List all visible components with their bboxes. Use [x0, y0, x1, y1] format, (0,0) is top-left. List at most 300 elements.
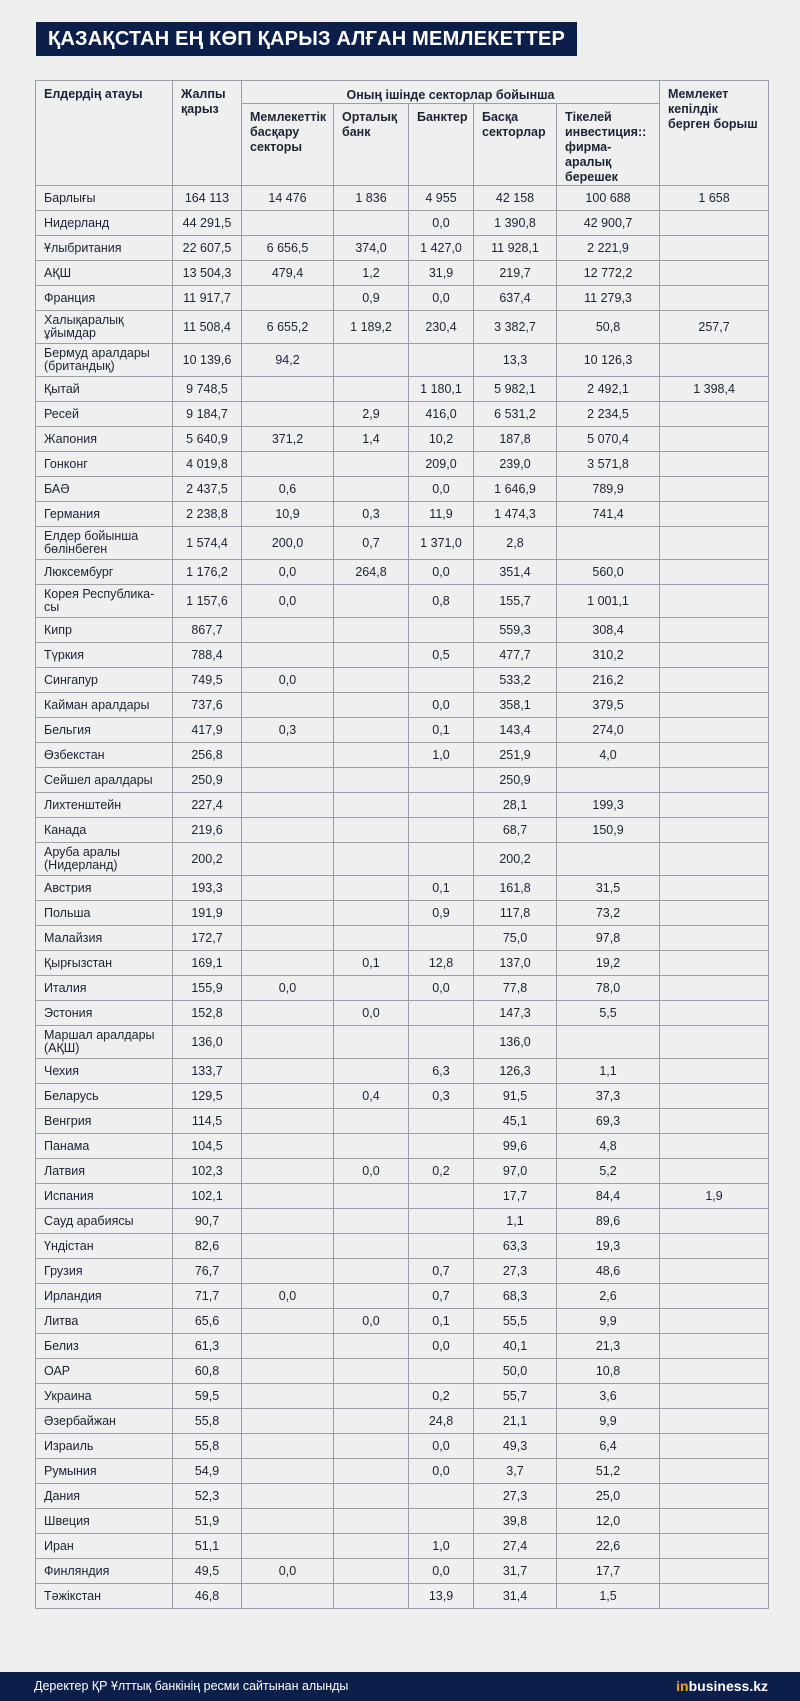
cell-central-bank [334, 211, 409, 236]
cell-other: 55,5 [474, 1309, 557, 1334]
cell-fdi: 19,2 [557, 951, 660, 976]
cell-country: ОАР [36, 1359, 173, 1384]
table-row [36, 693, 769, 718]
cell-other: 358,1 [474, 693, 557, 718]
cell-country: Израиль [36, 1434, 173, 1459]
cell-banks: 12,8 [409, 951, 474, 976]
cell-country: Сейшел аралдары [36, 768, 173, 793]
cell-other: 55,7 [474, 1384, 557, 1409]
cell-total: 136,0 [173, 1026, 242, 1059]
cell-central-bank [334, 1409, 409, 1434]
table-row [36, 1026, 769, 1059]
cell-gov [242, 768, 334, 793]
cell-country: Румыния [36, 1459, 173, 1484]
table-row [36, 261, 769, 286]
cell-banks: 6,3 [409, 1059, 474, 1084]
cell-central-bank: 1,4 [334, 427, 409, 452]
cell-fdi: 78,0 [557, 976, 660, 1001]
cell-fdi: 4,8 [557, 1134, 660, 1159]
cell-central-bank [334, 718, 409, 743]
cell-gov [242, 1359, 334, 1384]
cell-fdi: 5 070,4 [557, 427, 660, 452]
cell-central-bank [334, 976, 409, 1001]
cell-guaranteed [660, 236, 769, 261]
cell-guaranteed [660, 527, 769, 560]
cell-guaranteed [660, 452, 769, 477]
cell-total: 867,7 [173, 618, 242, 643]
cell-gov [242, 901, 334, 926]
header-other: Басқа секторлар [474, 104, 557, 186]
cell-central-bank [334, 477, 409, 502]
cell-banks: 0,0 [409, 976, 474, 1001]
cell-guaranteed [660, 1059, 769, 1084]
cell-fdi: 42 900,7 [557, 211, 660, 236]
cell-total: 104,5 [173, 1134, 242, 1159]
cell-guaranteed [660, 901, 769, 926]
cell-gov: 14 476 [242, 186, 334, 211]
cell-gov: 94,2 [242, 344, 334, 377]
cell-total: 49,5 [173, 1559, 242, 1584]
table-row [36, 1384, 769, 1409]
cell-total: 52,3 [173, 1484, 242, 1509]
table-row [36, 1459, 769, 1484]
cell-guaranteed [660, 286, 769, 311]
cell-guaranteed [660, 1434, 769, 1459]
cell-guaranteed [660, 1284, 769, 1309]
cell-guaranteed [660, 1259, 769, 1284]
cell-fdi: 5,2 [557, 1159, 660, 1184]
cell-other: 533,2 [474, 668, 557, 693]
cell-other: 75,0 [474, 926, 557, 951]
cell-central-bank: 0,4 [334, 1084, 409, 1109]
cell-total: 10 139,6 [173, 344, 242, 377]
cell-country: Түркия [36, 643, 173, 668]
cell-banks: 0,1 [409, 718, 474, 743]
cell-central-bank: 374,0 [334, 236, 409, 261]
cell-central-bank [334, 1184, 409, 1209]
cell-total: 71,7 [173, 1284, 242, 1309]
cell-banks: 0,3 [409, 1084, 474, 1109]
table-row [36, 1059, 769, 1084]
cell-other: 27,4 [474, 1534, 557, 1559]
table-row [36, 1334, 769, 1359]
cell-fdi: 21,3 [557, 1334, 660, 1359]
cell-country: Грузия [36, 1259, 173, 1284]
cell-central-bank [334, 1259, 409, 1284]
cell-central-bank [334, 1559, 409, 1584]
cell-gov: 0,0 [242, 1559, 334, 1584]
cell-central-bank [334, 793, 409, 818]
cell-total: 417,9 [173, 718, 242, 743]
cell-other: 477,7 [474, 643, 557, 668]
cell-central-bank [334, 1284, 409, 1309]
cell-gov: 0,0 [242, 976, 334, 1001]
cell-fdi: 379,5 [557, 693, 660, 718]
cell-total: 11 917,7 [173, 286, 242, 311]
cell-central-bank: 0,3 [334, 502, 409, 527]
cell-country: Бельгия [36, 718, 173, 743]
cell-banks: 0,1 [409, 876, 474, 901]
table-row [36, 1109, 769, 1134]
cell-central-bank [334, 843, 409, 876]
cell-central-bank: 0,0 [334, 1309, 409, 1334]
header-gov: Мемлекеттік басқару секторы [242, 104, 334, 186]
header-central-bank: Орталық банк [334, 104, 409, 186]
cell-total: 2 437,5 [173, 477, 242, 502]
cell-gov [242, 1059, 334, 1084]
cell-gov [242, 452, 334, 477]
cell-total: 191,9 [173, 901, 242, 926]
cell-total: 155,9 [173, 976, 242, 1001]
cell-gov [242, 1534, 334, 1559]
cell-gov [242, 1026, 334, 1059]
table-row [36, 718, 769, 743]
table-row [36, 743, 769, 768]
cell-country: Австрия [36, 876, 173, 901]
cell-banks: 1,0 [409, 1534, 474, 1559]
cell-guaranteed [660, 261, 769, 286]
cell-gov: 0,0 [242, 585, 334, 618]
cell-total: 152,8 [173, 1001, 242, 1026]
cell-total: 46,8 [173, 1584, 242, 1609]
cell-banks [409, 1234, 474, 1259]
cell-fdi [557, 843, 660, 876]
table-row [36, 1409, 769, 1434]
cell-gov [242, 693, 334, 718]
cell-country: Франция [36, 286, 173, 311]
cell-total: 51,1 [173, 1534, 242, 1559]
cell-guaranteed [660, 1359, 769, 1384]
cell-other: 31,7 [474, 1559, 557, 1584]
cell-fdi: 25,0 [557, 1484, 660, 1509]
cell-country: Германия [36, 502, 173, 527]
cell-guaranteed [660, 585, 769, 618]
cell-fdi: 37,3 [557, 1084, 660, 1109]
cell-total: 55,8 [173, 1409, 242, 1434]
cell-fdi: 3 571,8 [557, 452, 660, 477]
cell-country: Дания [36, 1484, 173, 1509]
cell-fdi: 150,9 [557, 818, 660, 843]
cell-total: 102,1 [173, 1184, 242, 1209]
cell-fdi: 19,3 [557, 1234, 660, 1259]
cell-other: 42 158 [474, 186, 557, 211]
cell-guaranteed [660, 427, 769, 452]
cell-banks: 1 180,1 [409, 377, 474, 402]
cell-other: 1,1 [474, 1209, 557, 1234]
cell-country: Люксембург [36, 560, 173, 585]
cell-banks: 0,8 [409, 585, 474, 618]
cell-banks [409, 818, 474, 843]
cell-other: 117,8 [474, 901, 557, 926]
cell-guaranteed [660, 1109, 769, 1134]
cell-gov [242, 1109, 334, 1134]
cell-fdi: 89,6 [557, 1209, 660, 1234]
table-row [36, 402, 769, 427]
cell-total: 219,6 [173, 818, 242, 843]
cell-banks [409, 926, 474, 951]
cell-fdi: 308,4 [557, 618, 660, 643]
cell-central-bank: 0,9 [334, 286, 409, 311]
cell-total: 51,9 [173, 1509, 242, 1534]
cell-guaranteed [660, 1484, 769, 1509]
cell-guaranteed [660, 768, 769, 793]
cell-fdi: 199,3 [557, 793, 660, 818]
table-row [36, 1259, 769, 1284]
source-note: Деректер ҚР Ұлттық банкінің ресми сайтынан алынды [34, 1679, 349, 1693]
brand-logo [676, 1678, 768, 1694]
cell-gov [242, 926, 334, 951]
cell-guaranteed [660, 402, 769, 427]
cell-fdi: 1 001,1 [557, 585, 660, 618]
cell-banks [409, 843, 474, 876]
cell-other: 1 474,3 [474, 502, 557, 527]
cell-fdi: 741,4 [557, 502, 660, 527]
cell-fdi: 10,8 [557, 1359, 660, 1384]
cell-central-bank [334, 693, 409, 718]
cell-total: 200,2 [173, 843, 242, 876]
cell-guaranteed [660, 718, 769, 743]
cell-other: 137,0 [474, 951, 557, 976]
cell-banks: 0,1 [409, 1309, 474, 1334]
cell-country: Елдер бойынша бөлінбеген [36, 527, 173, 560]
cell-total: 1 574,4 [173, 527, 242, 560]
cell-banks: 0,7 [409, 1259, 474, 1284]
cell-country: Жапония [36, 427, 173, 452]
cell-gov [242, 1459, 334, 1484]
cell-banks: 13,9 [409, 1584, 474, 1609]
cell-gov [242, 377, 334, 402]
cell-guaranteed: 1 398,4 [660, 377, 769, 402]
cell-gov [242, 876, 334, 901]
cell-country: Сауд арабиясы [36, 1209, 173, 1234]
cell-guaranteed [660, 693, 769, 718]
cell-total: 788,4 [173, 643, 242, 668]
cell-other: 147,3 [474, 1001, 557, 1026]
cell-gov: 0,0 [242, 668, 334, 693]
cell-gov [242, 211, 334, 236]
cell-other: 126,3 [474, 1059, 557, 1084]
cell-country: Кипр [36, 618, 173, 643]
cell-banks: 230,4 [409, 311, 474, 344]
cell-fdi: 10 126,3 [557, 344, 660, 377]
cell-country: Ұлыбритания [36, 236, 173, 261]
table-row [36, 668, 769, 693]
cell-guaranteed [660, 793, 769, 818]
cell-guaranteed: 257,7 [660, 311, 769, 344]
cell-country: Кайман аралдары [36, 693, 173, 718]
cell-fdi: 11 279,3 [557, 286, 660, 311]
cell-guaranteed [660, 1084, 769, 1109]
cell-gov [242, 1084, 334, 1109]
cell-other: 28,1 [474, 793, 557, 818]
cell-country: Халықаралық ұйымдар [36, 311, 173, 344]
table-row [36, 901, 769, 926]
cell-fdi: 97,8 [557, 926, 660, 951]
brand-logo-prefix: in [676, 1678, 689, 1694]
cell-gov [242, 1584, 334, 1609]
table-row [36, 1534, 769, 1559]
table-row [36, 311, 769, 344]
cell-banks: 0,7 [409, 1284, 474, 1309]
cell-central-bank [334, 1334, 409, 1359]
cell-guaranteed [660, 643, 769, 668]
cell-banks: 0,0 [409, 477, 474, 502]
cell-total: 55,8 [173, 1434, 242, 1459]
cell-other: 6 531,2 [474, 402, 557, 427]
cell-fdi: 17,7 [557, 1559, 660, 1584]
cell-total: 76,7 [173, 1259, 242, 1284]
cell-fdi: 2 492,1 [557, 377, 660, 402]
table-row [36, 211, 769, 236]
cell-other: 13,3 [474, 344, 557, 377]
table-row [36, 344, 769, 377]
cell-guaranteed [660, 1309, 769, 1334]
cell-gov [242, 743, 334, 768]
cell-gov [242, 1384, 334, 1409]
cell-country: Бермуд аралдары (британдық) [36, 344, 173, 377]
cell-fdi: 73,2 [557, 901, 660, 926]
cell-gov [242, 793, 334, 818]
cell-central-bank [334, 876, 409, 901]
cell-country: Гонконг [36, 452, 173, 477]
cell-guaranteed [660, 1026, 769, 1059]
table-row [36, 1209, 769, 1234]
cell-other: 136,0 [474, 1026, 557, 1059]
cell-central-bank [334, 585, 409, 618]
cell-central-bank [334, 377, 409, 402]
cell-other: 637,4 [474, 286, 557, 311]
cell-other: 351,4 [474, 560, 557, 585]
table-row [36, 585, 769, 618]
cell-banks [409, 1509, 474, 1534]
cell-fdi: 560,0 [557, 560, 660, 585]
cell-other: 200,2 [474, 843, 557, 876]
cell-guaranteed [660, 843, 769, 876]
table-row [36, 186, 769, 211]
cell-guaranteed [660, 951, 769, 976]
cell-banks: 0,0 [409, 1434, 474, 1459]
cell-other: 2,8 [474, 527, 557, 560]
cell-central-bank: 0,7 [334, 527, 409, 560]
cell-other: 99,6 [474, 1134, 557, 1159]
cell-country: Финляндия [36, 1559, 173, 1584]
cell-central-bank [334, 743, 409, 768]
cell-country: Малайзия [36, 926, 173, 951]
cell-total: 22 607,5 [173, 236, 242, 261]
cell-fdi [557, 1026, 660, 1059]
cell-banks: 1 371,0 [409, 527, 474, 560]
table-row [36, 1134, 769, 1159]
cell-banks [409, 668, 474, 693]
table-row [36, 452, 769, 477]
cell-other: 68,7 [474, 818, 557, 843]
cell-country: Аруба аралы (Нидерланд) [36, 843, 173, 876]
cell-central-bank [334, 768, 409, 793]
cell-guaranteed [660, 1409, 769, 1434]
table-row [36, 477, 769, 502]
cell-fdi: 48,6 [557, 1259, 660, 1284]
cell-country: Венгрия [36, 1109, 173, 1134]
cell-banks [409, 618, 474, 643]
cell-central-bank [334, 1384, 409, 1409]
cell-central-bank [334, 1459, 409, 1484]
cell-gov: 371,2 [242, 427, 334, 452]
cell-fdi: 310,2 [557, 643, 660, 668]
cell-other: 97,0 [474, 1159, 557, 1184]
cell-banks: 31,9 [409, 261, 474, 286]
cell-other: 143,4 [474, 718, 557, 743]
cell-country: Эстония [36, 1001, 173, 1026]
cell-fdi: 51,2 [557, 1459, 660, 1484]
cell-gov [242, 1484, 334, 1509]
cell-central-bank [334, 1434, 409, 1459]
cell-gov: 0,0 [242, 1284, 334, 1309]
cell-banks: 0,2 [409, 1384, 474, 1409]
cell-banks: 10,2 [409, 427, 474, 452]
cell-banks [409, 768, 474, 793]
cell-guaranteed [660, 1234, 769, 1259]
cell-country: Канада [36, 818, 173, 843]
cell-guaranteed [660, 1159, 769, 1184]
cell-gov [242, 1334, 334, 1359]
cell-fdi: 100 688 [557, 186, 660, 211]
cell-total: 61,3 [173, 1334, 242, 1359]
cell-country: Лихтенштейн [36, 793, 173, 818]
header-country: Елдердің атауы [36, 81, 173, 186]
cell-country: Нидерланд [36, 211, 173, 236]
cell-banks [409, 1359, 474, 1384]
cell-fdi: 3,6 [557, 1384, 660, 1409]
cell-fdi: 216,2 [557, 668, 660, 693]
cell-banks: 1,0 [409, 743, 474, 768]
cell-total: 13 504,3 [173, 261, 242, 286]
cell-central-bank [334, 643, 409, 668]
cell-banks [409, 1134, 474, 1159]
table-row [36, 1159, 769, 1184]
cell-guaranteed [660, 1134, 769, 1159]
cell-total: 172,7 [173, 926, 242, 951]
cell-total: 9 184,7 [173, 402, 242, 427]
cell-central-bank: 1 836 [334, 186, 409, 211]
cell-banks [409, 1209, 474, 1234]
cell-guaranteed [660, 1384, 769, 1409]
table-row [36, 1084, 769, 1109]
cell-central-bank: 0,1 [334, 951, 409, 976]
cell-central-bank [334, 618, 409, 643]
cell-central-bank [334, 1484, 409, 1509]
cell-country: Литва [36, 1309, 173, 1334]
cell-banks [409, 1184, 474, 1209]
cell-total: 256,8 [173, 743, 242, 768]
cell-banks: 416,0 [409, 402, 474, 427]
cell-country: Польша [36, 901, 173, 926]
cell-other: 155,7 [474, 585, 557, 618]
cell-fdi: 69,3 [557, 1109, 660, 1134]
cell-other: 1 646,9 [474, 477, 557, 502]
cell-guaranteed [660, 211, 769, 236]
cell-other: 31,4 [474, 1584, 557, 1609]
header-fdi: Тікелей инвестиция:: фирма-аралық берешек [557, 104, 660, 186]
table-row [36, 1584, 769, 1609]
table-row [36, 1434, 769, 1459]
cell-total: 4 019,8 [173, 452, 242, 477]
cell-total: 250,9 [173, 768, 242, 793]
cell-guaranteed [660, 1534, 769, 1559]
cell-total: 193,3 [173, 876, 242, 901]
cell-guaranteed: 1 658 [660, 186, 769, 211]
cell-other: 27,3 [474, 1484, 557, 1509]
cell-central-bank [334, 1059, 409, 1084]
